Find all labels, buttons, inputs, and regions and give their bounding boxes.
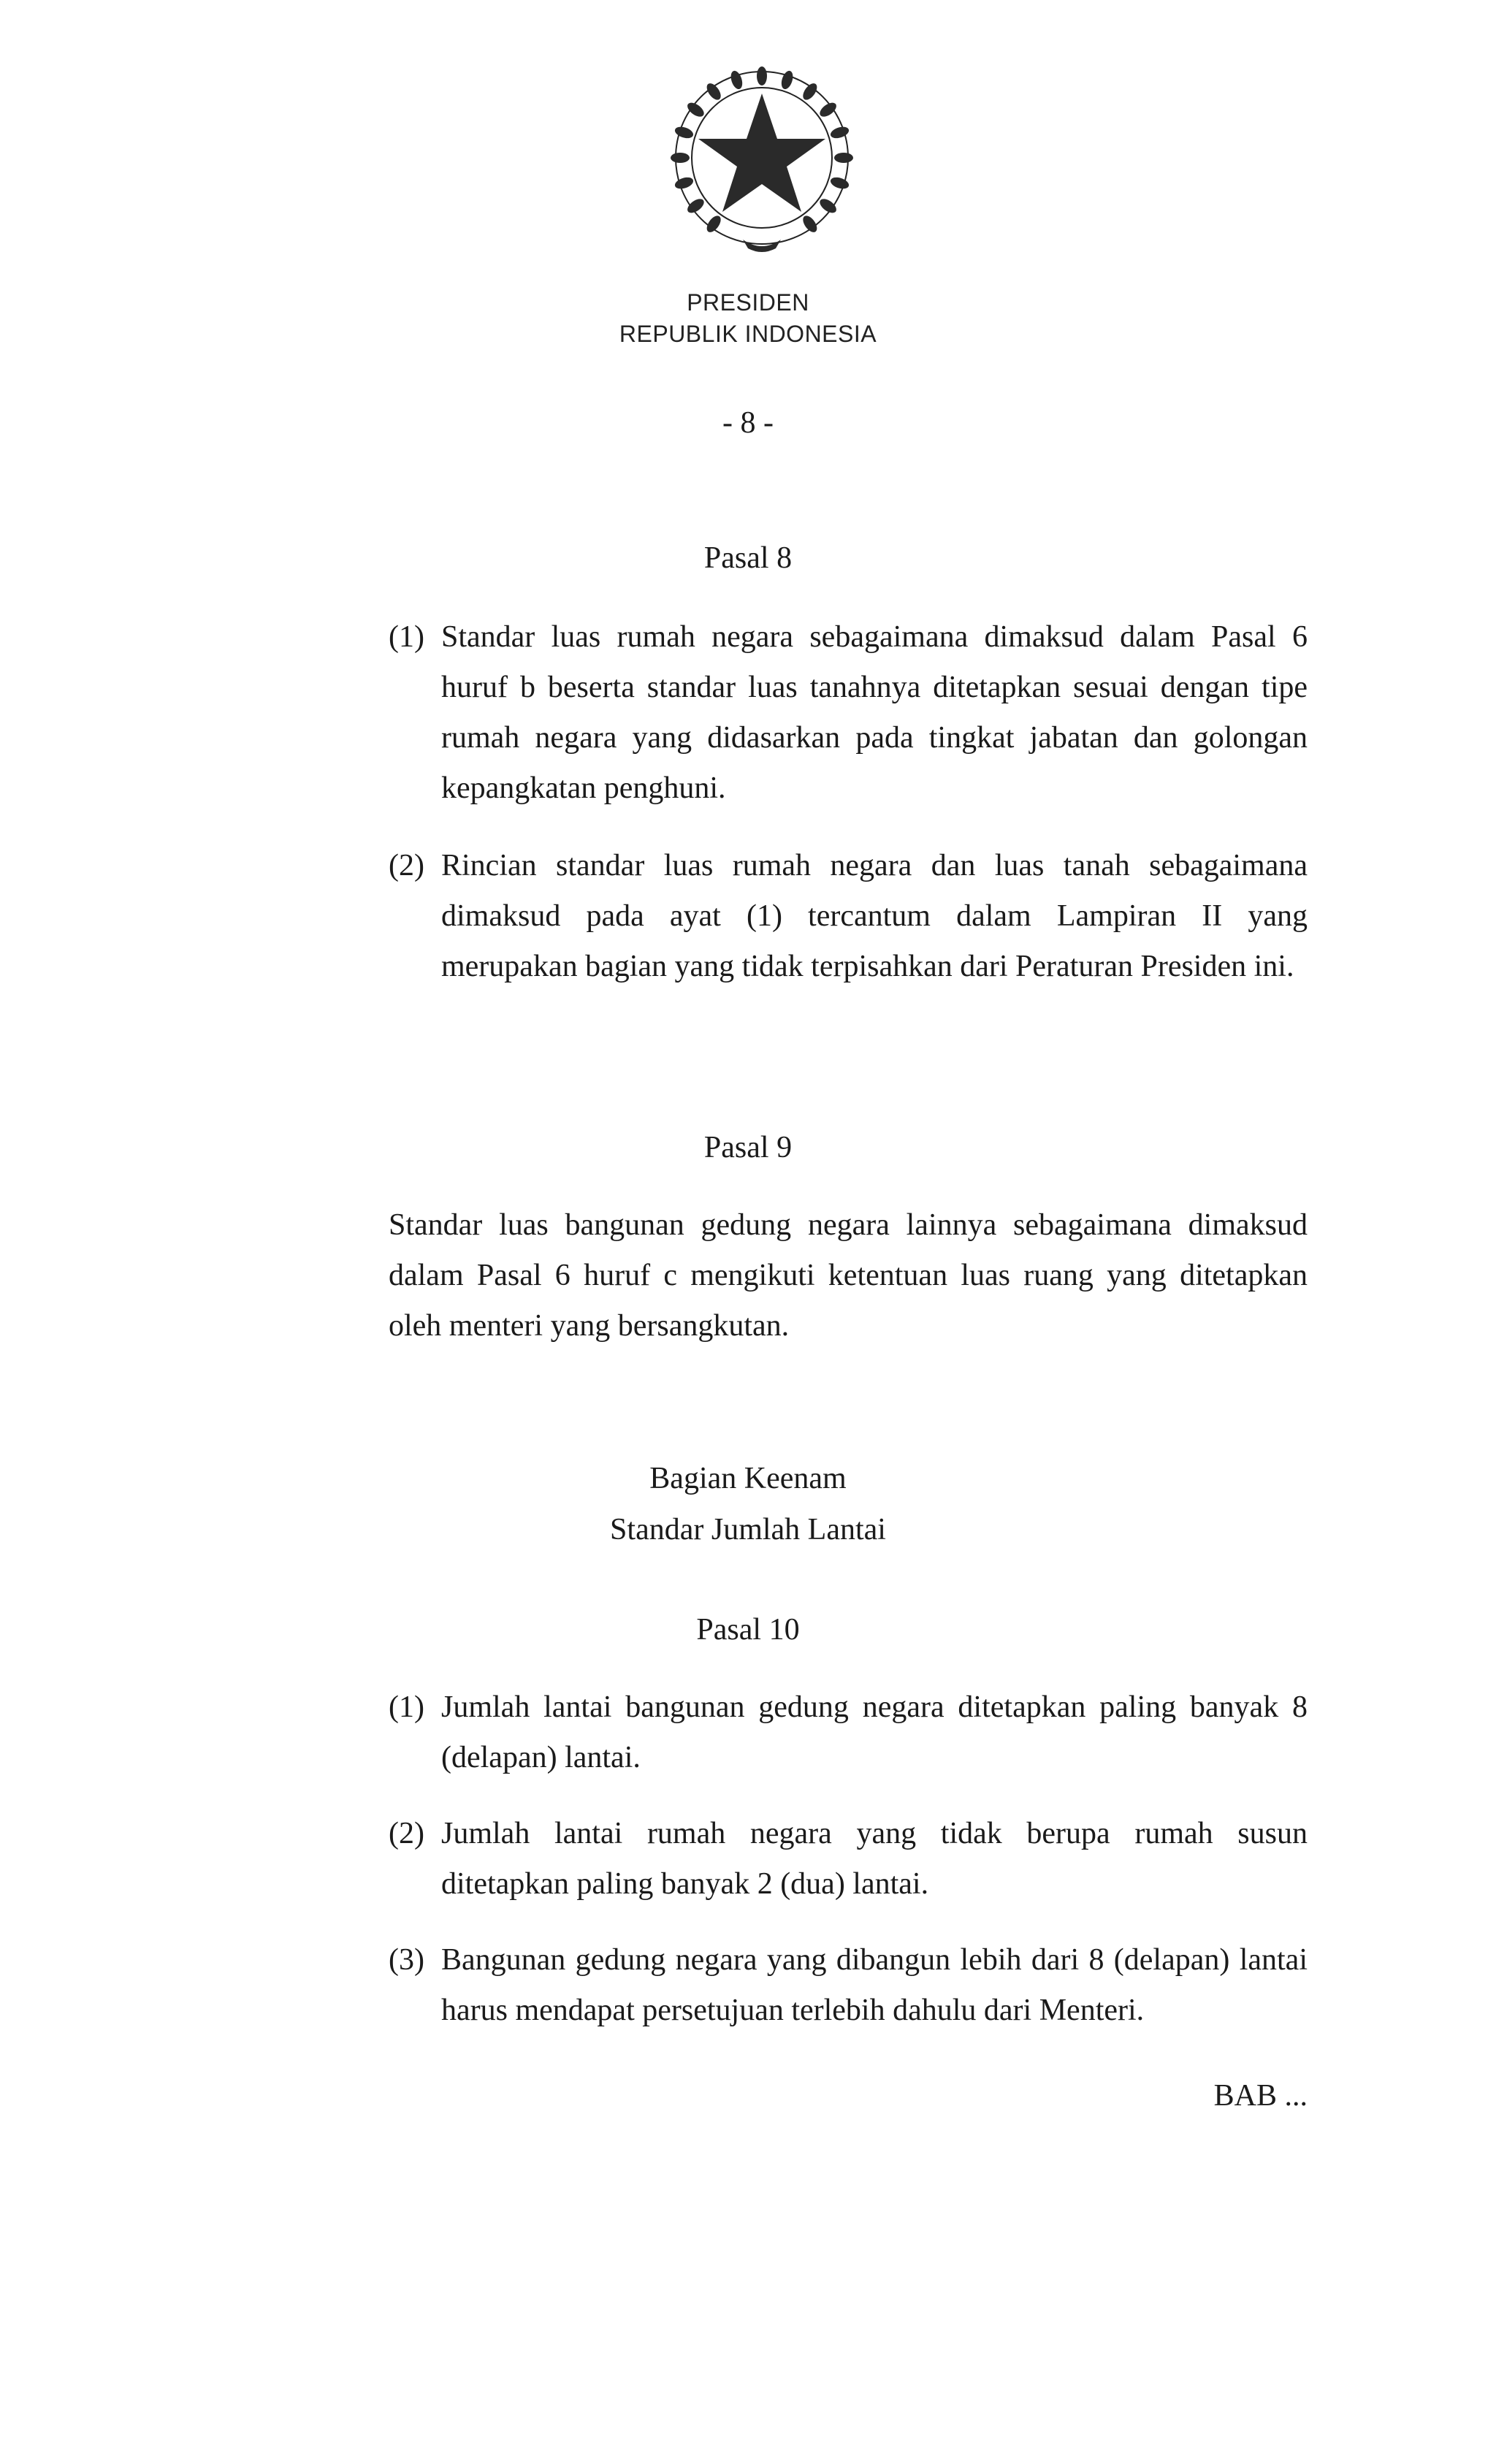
continuation-marker: BAB ... — [1213, 2079, 1308, 2113]
pasal-10-item-1 — [389, 1682, 1308, 1783]
header-president: PRESIDEN — [687, 289, 809, 316]
pasal-9-text: Standar luas bangunan gedung negara lainnya sebagaimana dimaksud dalam Pasal 6 huruf c mengikuti ketentuan luas ruang yang ditetapkan oleh menteri yang bersangkutan. — [389, 1208, 1308, 1343]
pasal-8-item-2 — [389, 841, 1308, 992]
pasal-10-title: Pasal 10 — [696, 1613, 800, 1647]
garuda-star-wreath-emblem-icon — [666, 64, 858, 256]
item-text: Rincian standar luas rumah negara dan luas tanah sebagaimana dimaksud pada ayat (1) tercantum dalam Lampiran II yang merupakan bagian yang tidak terpisahkan dari Peraturan Presiden ini. — [441, 849, 1308, 983]
section-subtitle: Standar Jumlah Lantai — [610, 1513, 886, 1546]
item-number: (2) — [389, 1817, 424, 1850]
section-title: Bagian Keenam — [649, 1462, 847, 1495]
pasal-8-title: Pasal 8 — [703, 541, 793, 575]
item-text: Bangunan gedung negara yang dibangun lebih dari 8 (delapan) lantai harus mendapat persetujuan terlebih dahulu dari Menteri. — [441, 1943, 1308, 2027]
item-text: Jumlah lantai rumah negara yang tidak berupa rumah susun ditetapkan paling banyak 2 (dua) lantai. — [441, 1817, 1308, 1901]
item-number: (1) — [389, 1690, 424, 1724]
header-republic: REPUBLIK INDONESIA — [619, 321, 877, 347]
item-number: (2) — [389, 849, 424, 882]
page-number: - 8 - — [722, 406, 774, 440]
pasal-10-item-3 — [389, 1935, 1308, 2036]
item-number: (1) — [389, 620, 424, 654]
item-number: (3) — [389, 1943, 424, 1977]
pasal-10-item-2 — [389, 1809, 1308, 1910]
pasal-8-item-1 — [389, 612, 1308, 814]
item-text: Standar luas rumah negara sebagaimana dimaksud dalam Pasal 6 huruf b beserta standar luas tanahnya ditetapkan sesuai dengan tipe rumah negara yang didasarkan pada tingkat jabatan dan golongan kepangkatan penghuni. — [441, 620, 1308, 805]
item-text: Jumlah lantai bangunan gedung negara ditetapkan paling banyak 8 (delapan) lantai. — [441, 1690, 1308, 1774]
pasal-9-title: Pasal 9 — [703, 1131, 793, 1164]
